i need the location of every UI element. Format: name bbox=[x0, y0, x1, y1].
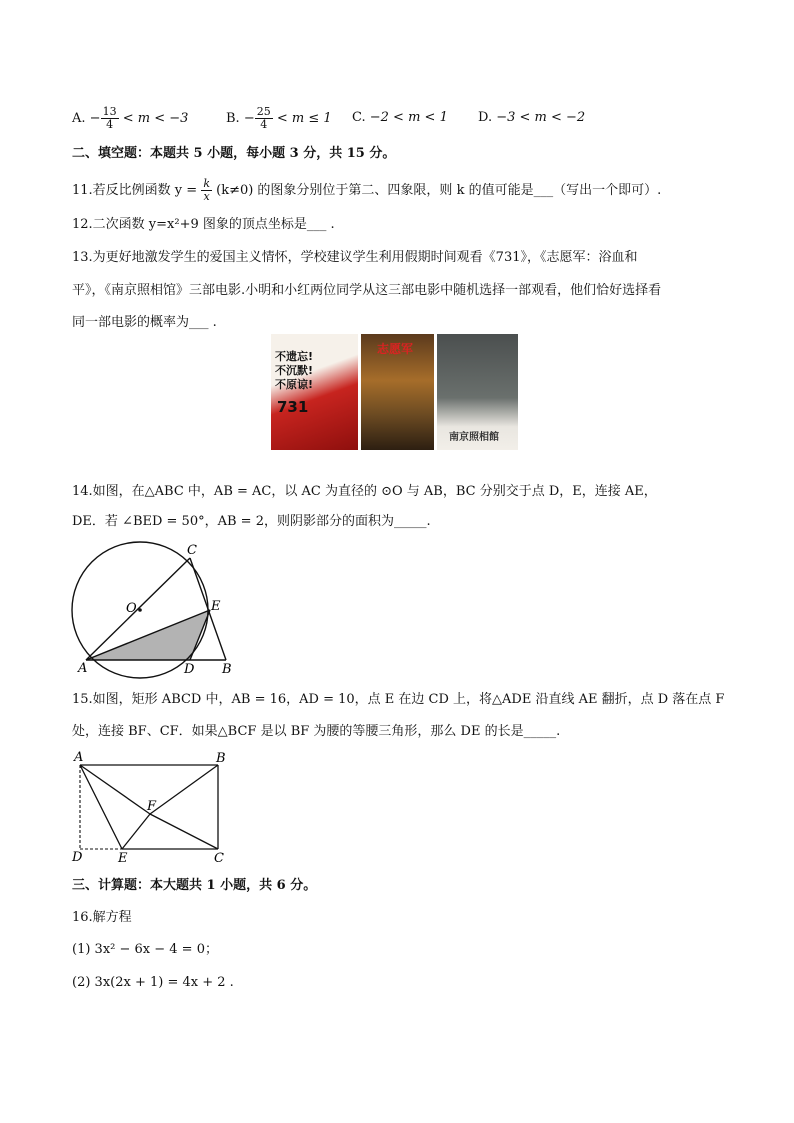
label-a: A bbox=[78, 661, 88, 676]
question-15-line-1: 15.如图，矩形 ABCD 中，AB = 16，AD = 10，点 E 在边 CD 上，将△ADE 沿直线 AE 翻折，点 D 落在点 F bbox=[72, 692, 725, 707]
poster-nanjing-title: 南京照相館 bbox=[449, 432, 499, 443]
label-o: O bbox=[126, 601, 137, 616]
inequality: −2 < m < 1 bbox=[369, 110, 448, 125]
center-point bbox=[138, 608, 142, 612]
poster-nanjing-photo-studio bbox=[437, 334, 518, 450]
question-11 bbox=[72, 178, 661, 203]
question-14-line-1: 14.如图，在△ABC 中，AB = AC，以 AC 为直径的 ⊙O 与 AB，BC 分别交于点 D，E，连接 AE， bbox=[72, 484, 657, 499]
fraction-numerator: k bbox=[203, 177, 210, 190]
label-d: D bbox=[184, 662, 195, 677]
option-label: B. bbox=[226, 111, 240, 126]
minus-sign: − bbox=[243, 111, 255, 126]
label-d: D bbox=[72, 850, 83, 865]
figure-15 bbox=[66, 748, 236, 868]
label-b: B bbox=[222, 662, 232, 677]
movie-posters bbox=[271, 334, 518, 450]
fraction-numerator: 25 bbox=[256, 105, 271, 118]
poster-731-slogans bbox=[275, 350, 313, 392]
fraction-numerator: 13 bbox=[102, 105, 117, 118]
question-11-suffix: (k≠0) 的图象分别位于第二、四象限，则 k 的值可能是___（写出一个即可）. bbox=[211, 183, 662, 198]
fraction-denominator: 4 bbox=[106, 118, 114, 131]
poster-volunteers bbox=[361, 334, 434, 450]
question-14-line-2: DE．若 ∠BED = 50°，AB = 2，则阴影部分的面积为_____. bbox=[72, 514, 431, 529]
label-e: E bbox=[211, 599, 221, 614]
question-15-line-2: 处，连接 BF、CF．如果△BCF 是以 BF 为腰的等腰三角形，那么 DE 的长是_____. bbox=[72, 724, 561, 739]
question-13-line-1: 13.为更好地激发学生的爱国主义情怀，学校建议学生利用假期时间观看《731》，《志愿军：浴血和 bbox=[72, 250, 638, 265]
inequality: < m < −3 bbox=[122, 111, 189, 126]
question-12: 12.二次函数 y=x²+9 图象的顶点坐标是___ . bbox=[72, 217, 335, 232]
fraction bbox=[101, 106, 119, 131]
question-11-prefix: 11.若反比例函数 y = bbox=[72, 183, 202, 198]
fraction bbox=[201, 178, 212, 203]
inequality: < m ≤ 1 bbox=[276, 111, 332, 126]
label-e: E bbox=[118, 851, 128, 866]
label-c: C bbox=[214, 851, 224, 866]
fraction bbox=[255, 106, 273, 131]
section-2-title: 二、填空题：本题共 5 小题，每小题 3 分，共 15 分。 bbox=[72, 146, 396, 161]
label-f: F bbox=[147, 799, 157, 814]
section-3-title: 三、计算题：本大题共 1 小题，共 6 分。 bbox=[72, 878, 317, 893]
question-13-line-2: 平》，《南京照相馆》三部电影.小明和小红两位同学从这三部电影中随机选择一部观看，他们恰好选择看 bbox=[72, 283, 662, 298]
poster-731-title: 731 bbox=[277, 398, 309, 416]
question-16-part-1: (1) 3x² − 6x − 4 = 0； bbox=[72, 942, 218, 957]
question-16-title: 16.解方程 bbox=[72, 910, 132, 925]
fraction-denominator: x bbox=[203, 190, 210, 203]
label-a: A bbox=[74, 750, 84, 765]
label-b: B bbox=[216, 751, 226, 766]
slogan-line: 不原谅! bbox=[275, 378, 314, 391]
slogan-line: 不遗忘! bbox=[275, 350, 314, 363]
option-label: C. bbox=[352, 110, 366, 125]
minus-sign: − bbox=[89, 111, 101, 126]
question-13-line-3: 同一部电影的概率为___ . bbox=[72, 315, 217, 330]
option-label: D. bbox=[478, 110, 493, 125]
poster-731 bbox=[271, 334, 358, 450]
question-16-part-2: (2) 3x(2x + 1) = 4x + 2 . bbox=[72, 975, 234, 990]
option-c bbox=[352, 110, 448, 125]
figure-14 bbox=[60, 540, 250, 680]
slogan-line: 不沉默! bbox=[275, 364, 314, 377]
segment-ae bbox=[80, 765, 122, 849]
option-a bbox=[72, 106, 188, 131]
segment-fb bbox=[150, 765, 218, 814]
label-c: C bbox=[187, 543, 197, 558]
option-label: A. bbox=[72, 111, 86, 126]
inequality: −3 < m < −2 bbox=[496, 110, 586, 125]
fraction-denominator: 4 bbox=[260, 118, 268, 131]
poster-volunteers-title: 志愿军 bbox=[377, 342, 414, 356]
segment-fe bbox=[122, 814, 150, 849]
option-d bbox=[478, 110, 585, 125]
segment-fc bbox=[150, 814, 218, 849]
segment-af bbox=[80, 765, 150, 814]
option-b bbox=[226, 106, 332, 131]
